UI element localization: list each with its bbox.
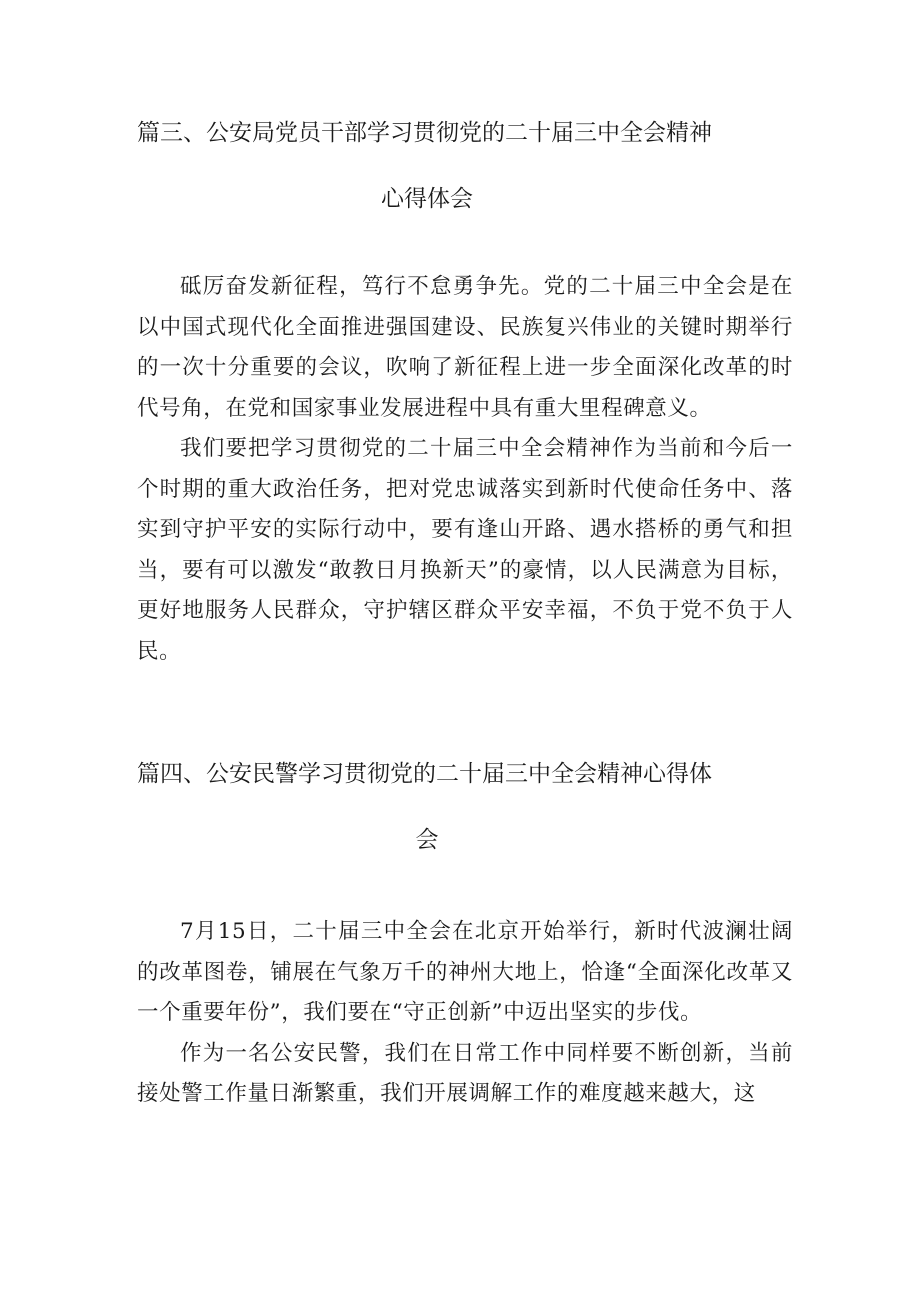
section-4-body <box>137 912 793 1115</box>
section-3-heading-line2: 心得体会 <box>381 186 473 212</box>
section-4-heading-line1: 篇四、公安民警学习贯彻党的二十届三中全会精神心得体 <box>137 761 712 787</box>
section-3-heading-line1: 篇三、公安局党员干部学习贯彻党的二十届三中全会精神 <box>137 120 712 146</box>
section-3-paragraph-1: 砥厉奋发新征程，笃行不怠勇争先。党的二十届三中全会是在以中国式现代化全面推进强国建设、民族复兴伟业的关键时期举行的一次十分重要的会议，吹响了新征程上进一步全面深化改革的时代号角，在党和国家事业发展进程中具有重大里程碑意义。 <box>137 274 793 421</box>
section-3-paragraph-2: 我们要把学习贯彻党的二十届三中全会精神作为当前和今后一个时期的重大政治任务，把对党忠诚落实到新时代使命任务中、落实到守护平安的实际行动中，要有逢山开路、遇水搭桥的勇气和担当，要有可以激发“敢教日月换新天”的豪情，以人民满意为目标，更好地服务人民群众，守护辖区群众平安幸福，不负于党不负于人民。 <box>137 436 793 664</box>
section-3-body <box>137 267 793 672</box>
section-3-heading <box>137 100 717 232</box>
section-4-heading-line2: 会 <box>415 827 439 853</box>
section-4-paragraph-2: 作为一名公安民警，我们在日常工作中同样要不断创新，当前接处警工作量日渐繁重，我们开展调解工作的难度越来越大，这 <box>137 1040 793 1106</box>
section-4-paragraph-1: 7月15日，二十届三中全会在北京开始举行，新时代波澜壮阔的改革图卷，铺展在气象万千的神州大地上，恰逢“全面深化改革又一个重要年份”，我们要在“守正创新”中迈出坚实的步伐。 <box>137 919 793 1025</box>
section-4-heading <box>137 741 717 873</box>
